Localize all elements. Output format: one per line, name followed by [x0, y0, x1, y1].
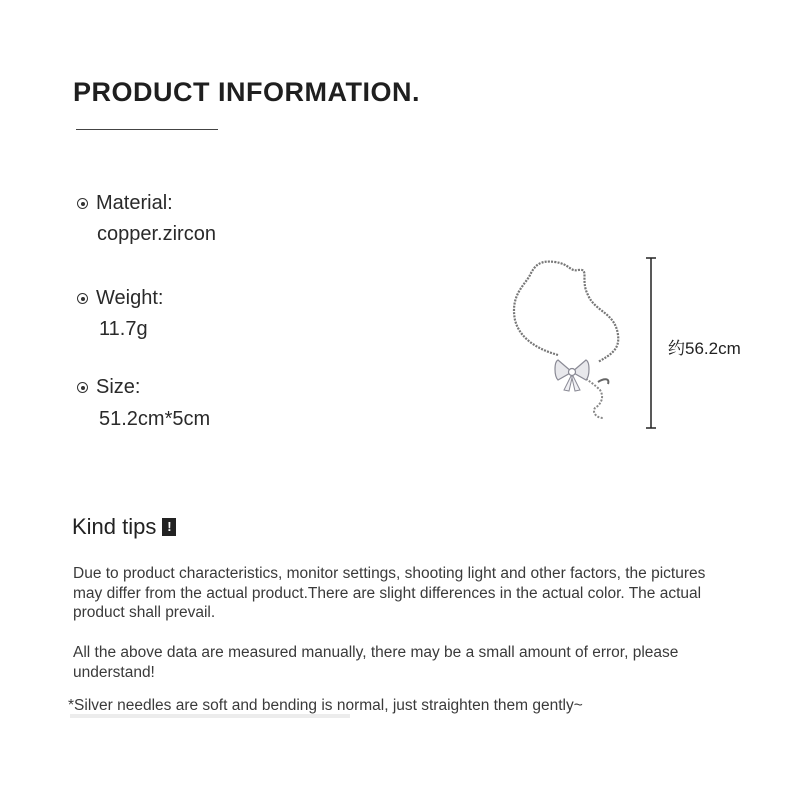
spec-material-value: copper.zircon: [97, 223, 216, 245]
title-underline: [76, 129, 218, 130]
spec-size-label: [77, 376, 140, 399]
spec-size-value: 51.2cm*5cm: [99, 408, 211, 430]
necklace-chain: [514, 262, 618, 362]
bullet-icon: [77, 293, 88, 304]
tips-paragraph-2: All the above data are measured manually, there may be a small amount of error, please understand!: [73, 644, 679, 681]
page-title: PRODUCT INFORMATION.: [73, 77, 420, 107]
spec-material-label: [77, 192, 173, 215]
necklace-image: [500, 250, 670, 435]
spec-weight-label-text: Weight:: [96, 287, 164, 309]
spec-weight-label: [77, 287, 163, 310]
spec-weight-value: 11.7g: [99, 318, 148, 340]
spec-size-label-text: Size:: [96, 376, 141, 398]
spec-material-label-text: Material:: [96, 192, 173, 214]
tips-note: *Silver needles are soft and bending is normal, just straighten them gently~: [68, 697, 583, 714]
clasp: [598, 379, 608, 384]
tips-heading-text: Kind tips: [72, 514, 157, 539]
length-label: 约56.2cm: [668, 339, 741, 358]
tips-heading: [72, 514, 176, 540]
bullet-icon: [77, 382, 88, 393]
bow-pendant: [555, 360, 589, 391]
tips-paragraph-1: Due to product characteristics, monitor settings, shooting light and other factors, the pictures may differ from the actual product.There are slight differences in the actual color. The actual product shall prevail.: [73, 565, 706, 621]
warning-icon: !: [162, 518, 176, 536]
bullet-icon: [77, 198, 88, 209]
